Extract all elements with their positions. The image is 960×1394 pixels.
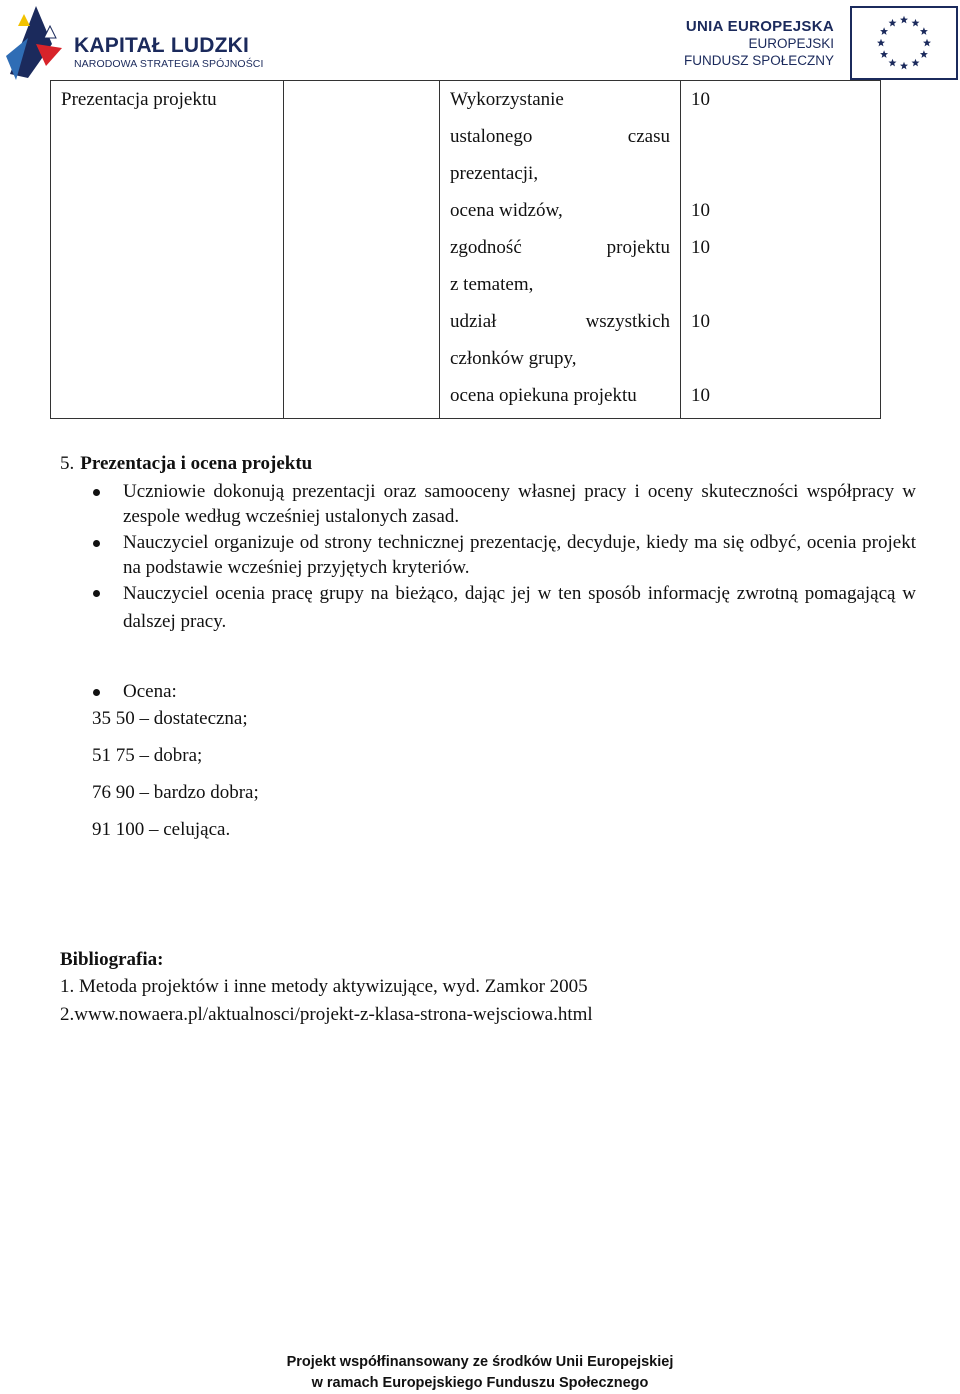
criterion-word: wszystkich — [585, 311, 670, 332]
bibliography-title: Bibliografia: — [60, 949, 164, 970]
score-value — [681, 122, 880, 159]
criteria-list — [440, 81, 680, 418]
grading-label: Ocena: — [60, 680, 920, 704]
star-icon — [920, 50, 928, 58]
category-cell — [51, 81, 284, 419]
category-label: Prezentacja projektu — [61, 89, 217, 110]
criterion-line — [450, 233, 670, 270]
grade-line: 51 75 – dobra; — [92, 745, 203, 766]
table-row — [51, 81, 881, 419]
footer-line2: w ramach Europejskiego Funduszu Społecznego — [311, 1375, 649, 1391]
star-icon — [912, 59, 920, 67]
criterion-line: prezentacji, — [450, 163, 539, 184]
star-icon — [923, 39, 931, 47]
star-icon — [900, 62, 908, 70]
star-icon — [889, 19, 897, 27]
star-icon — [900, 16, 908, 24]
grade-line: 76 90 – bardzo dobra; — [92, 782, 259, 803]
score-value — [681, 344, 880, 381]
scores-list — [681, 81, 880, 418]
criterion-word: ustalonego — [450, 126, 533, 147]
section-5 — [60, 452, 920, 704]
star-icon — [920, 27, 928, 35]
criterion-line — [450, 307, 670, 344]
criterion-word: czasu — [627, 126, 670, 147]
criterion-line: ocena opiekuna projektu — [450, 385, 637, 406]
star-icon — [912, 19, 920, 27]
eu-social-fund-logo — [683, 4, 958, 84]
criterion-word: udział — [450, 311, 497, 332]
score-value — [681, 159, 880, 196]
star-icon — [880, 50, 888, 58]
kapital-ludzki-logo — [6, 4, 266, 82]
bibliography-item: 1. Metoda projektów i inne metody aktywizujące, wyd. Zamkor 2005 — [60, 976, 588, 997]
footer-line1: Projekt współfinansowany ze środków Unii Europejskiej — [286, 1354, 674, 1370]
star-icon — [880, 27, 888, 35]
list-item: Nauczyciel ocenia pracę grupy na bieżąco, dając jej w ten sposób informację zwrotną pomagającą w dalszej pracy. — [60, 580, 920, 636]
criteria-cell — [440, 81, 681, 419]
star-icon — [877, 39, 885, 47]
criterion-word: projektu — [606, 237, 670, 258]
section-heading — [60, 452, 920, 476]
criterion-word: zgodność — [450, 237, 522, 258]
score-value — [681, 270, 880, 307]
eu-logo-text — [684, 18, 834, 69]
scores-cell — [681, 81, 881, 419]
list-item: Nauczyciel organizuje od strony technicznej prezentację, decyduje, kiedy ma się odbyć, ocenia projekt na podstawie wcześniej przyjętych kryteriów. — [60, 530, 920, 580]
star-icon — [889, 59, 897, 67]
score-value: 10 — [691, 200, 710, 221]
criterion-line: ocena widzów, — [450, 200, 563, 221]
logo-title: KAPITAŁ LUDZKI — [74, 34, 250, 57]
kapital-ludzki-emblem-icon — [6, 4, 66, 82]
logo-subtitle: NARODOWA STRATEGIA SPÓJNOŚCI — [74, 58, 264, 70]
score-value: 10 — [691, 385, 710, 406]
bibliography-item[interactable]: 2.www.nowaera.pl/aktualnosci/projekt-z-klasa-strona-wejsciowa.html — [60, 1004, 593, 1025]
list-item: Uczniowie dokonują prezentacji oraz samooceny własnej pracy i oceny skuteczności współpracy w zespole według wcześniej ustalonych zasad. — [60, 479, 920, 529]
score-value: 10 — [691, 89, 710, 110]
eu-logo-line2: EUROPEJSKI — [748, 36, 834, 51]
bibliography — [60, 947, 593, 1029]
bullet-list — [60, 479, 920, 704]
criterion-line — [450, 122, 670, 159]
section-title: Prezentacja i ocena projektu — [80, 453, 313, 474]
criterion-line: z tematem, — [450, 274, 534, 295]
grade-line: 91 100 – celująca. — [92, 819, 231, 840]
score-value: 10 — [691, 237, 710, 258]
score-value: 10 — [691, 311, 710, 332]
page-footer — [0, 1352, 960, 1394]
grade-line: 35 50 – dostateczna; — [92, 708, 248, 729]
eu-flag-icon — [850, 6, 958, 80]
section-number: 5. — [60, 453, 75, 474]
empty-cell — [284, 81, 440, 419]
criteria-table — [50, 80, 881, 419]
grading-scale — [92, 700, 259, 848]
eu-logo-line1: UNIA EUROPEJSKA — [685, 18, 834, 35]
eu-logo-line3: FUNDUSZ SPOŁECZNY — [683, 53, 834, 68]
criterion-line: Wykorzystanie — [450, 89, 564, 110]
criterion-line: członków grupy, — [450, 348, 577, 369]
